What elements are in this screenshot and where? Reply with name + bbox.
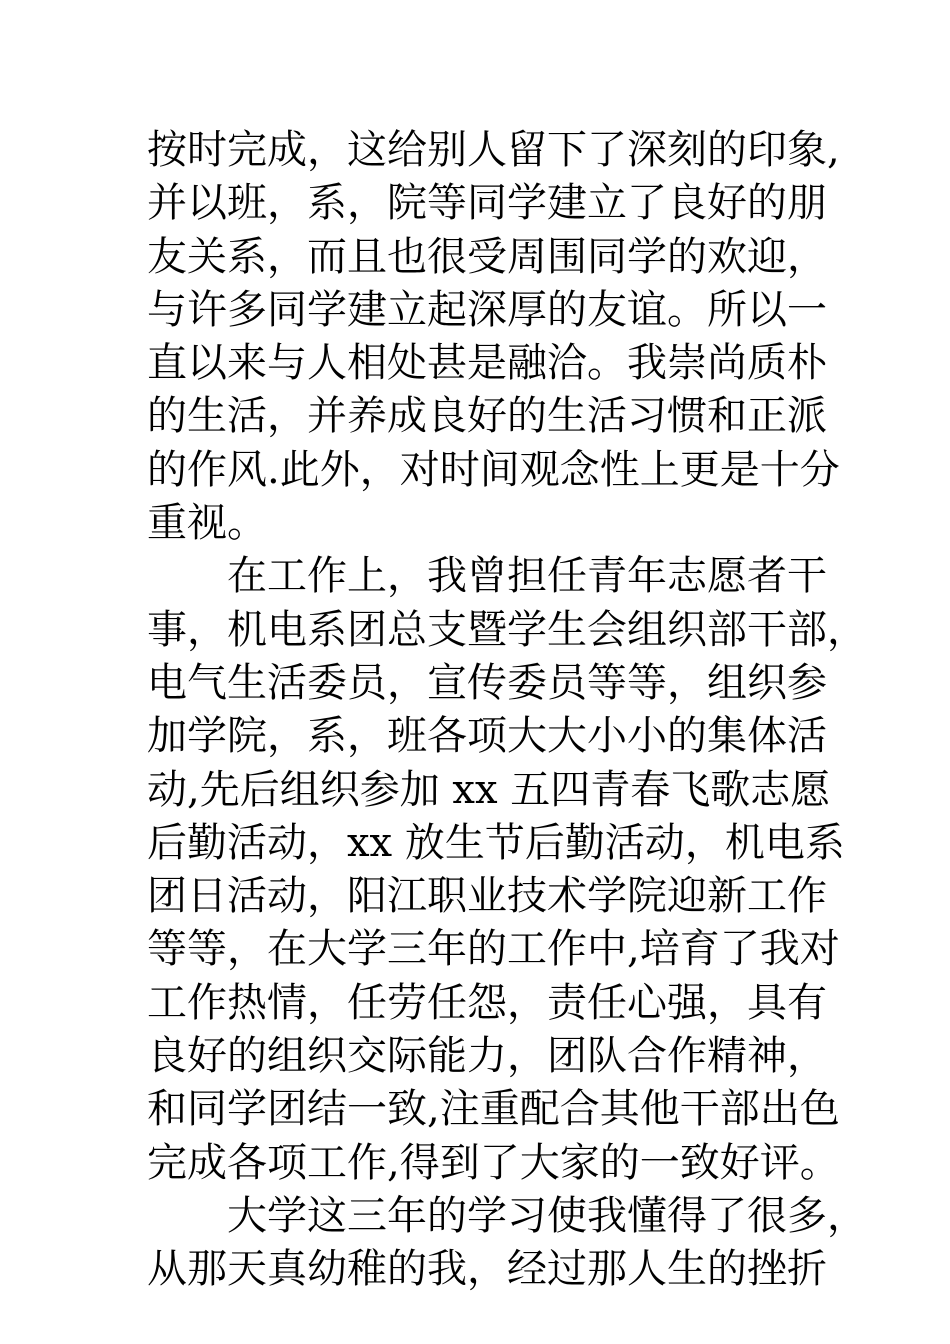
text-line: 工作热情，任劳任怨，责任心强，具有	[147, 979, 827, 1026]
text-line: 的作风.此外，对时间观念性上更是十分	[147, 446, 840, 493]
paragraph-start-line: 在工作上，我曾担任青年志愿者干	[227, 553, 827, 600]
text-line: 并以班，系，院等同学建立了良好的朋	[147, 180, 827, 227]
text-line: 良好的组织交际能力，团队合作精神，	[147, 1033, 827, 1080]
text-line: 等等，在大学三年的工作中,培育了我对	[147, 926, 840, 973]
text-line: 从那天真幼稚的我，经过那人生的挫折	[147, 1246, 827, 1293]
text-line: 按时完成，这给别人留下了深刻的印象,	[147, 127, 840, 173]
text-line: 电气生活委员，宣传委员等等，组织参	[147, 659, 827, 706]
text-line: 后勤活动，xx 放生节后勤活动，机电系	[147, 819, 845, 866]
text-line: 直以来与人相处甚是融洽。我崇尚质朴	[147, 340, 827, 387]
text-line: 重视。	[147, 500, 267, 547]
text-line: 友关系，而且也很受周围同学的欢迎，	[147, 233, 827, 280]
paragraph-start-line: 大学这三年的学习使我懂得了很多，	[227, 1192, 867, 1239]
text-line: 与许多同学建立起深厚的友谊。所以一	[147, 286, 827, 333]
text-line: 团日活动，阳江职业技术学院迎新工作	[147, 873, 827, 920]
text-line: 和同学团结一致,注重配合其他干部出色	[147, 1086, 840, 1133]
text-line: 加学院，系，班各项大大小小的集体活	[147, 713, 827, 760]
text-line: 事，机电系团总支暨学生会组织部干部，	[147, 606, 867, 653]
text-line: 的生活，并养成良好的生活习惯和正派	[147, 393, 827, 440]
text-line: 完成各项工作,得到了大家的一致好评。	[147, 1139, 840, 1186]
body-text	[147, 124, 867, 1297]
text-line: 动,先后组织参加 xx 五四青春飞歌志愿	[147, 766, 831, 813]
